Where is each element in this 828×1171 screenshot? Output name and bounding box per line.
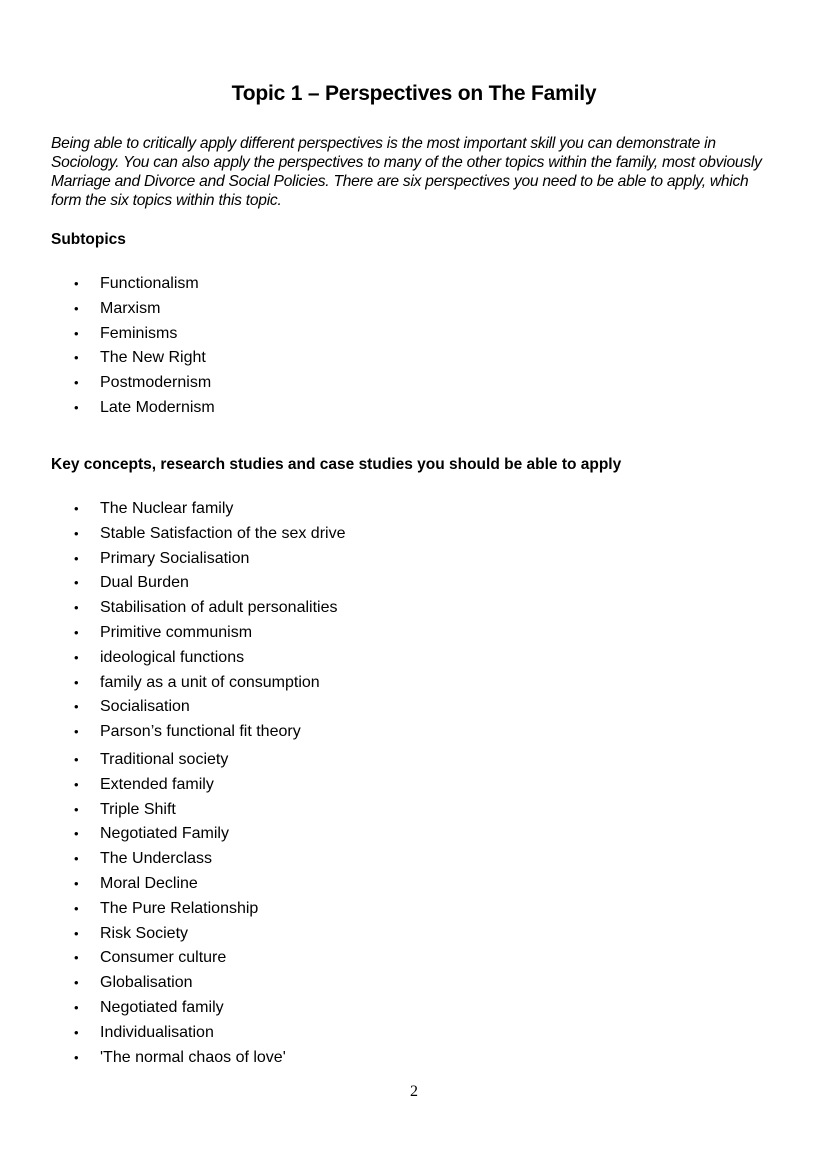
bullet-icon: • <box>74 801 79 817</box>
bullet-icon: • <box>74 925 79 941</box>
page-title: Topic 1 – Perspectives on The Family <box>231 82 597 105</box>
bullet-icon: • <box>74 999 79 1015</box>
bullet-icon: • <box>74 649 79 665</box>
key-concepts-heading: Key concepts, research studies and case studies you should be able to apply <box>51 456 622 473</box>
list-item: • family as a unit of consumption <box>74 671 345 696</box>
page-number: 2 <box>410 1083 418 1100</box>
bullet-icon: • <box>74 325 79 341</box>
bullet-icon: • <box>74 550 79 566</box>
bullet-icon: • <box>74 300 79 316</box>
bullet-icon: • <box>74 699 79 715</box>
list-item: • Traditional society <box>74 748 286 773</box>
list-item: • Dual Burden <box>74 571 345 596</box>
subtopics-heading: Subtopics <box>51 231 126 248</box>
list-item: • Moral Decline <box>74 872 286 897</box>
intro-paragraph: Being able to critically apply different perspectives is the most important skill you can demonstrate in Sociology. You can also apply the perspectives to many of the other topics within the family, most obviously Marriage and Divorce and Social Policies. There are six perspectives you need to be able to apply, which form the six topics within this topic. <box>51 135 762 209</box>
list-item: • Marxism <box>74 297 215 322</box>
subtopics-list <box>74 272 215 421</box>
list-item: • Triple Shift <box>74 798 286 823</box>
list-item: • Late Modernism <box>74 396 215 421</box>
list-item: • Stabilisation of adult personalities <box>74 596 345 621</box>
list-item: • 'The normal chaos of love' <box>74 1046 286 1071</box>
bullet-icon: • <box>74 350 79 366</box>
bullet-icon: • <box>74 752 79 767</box>
list-item: • Negotiated Family <box>74 822 286 847</box>
key-concepts-list-part2 <box>74 748 286 1070</box>
bullet-icon: • <box>74 375 79 391</box>
list-item: • The New Right <box>74 346 215 371</box>
list-item: • Consumer culture <box>74 946 286 971</box>
bullet-icon: • <box>74 1049 79 1065</box>
bullet-icon: • <box>74 525 79 541</box>
list-item: • Functionalism <box>74 272 215 297</box>
list-item: • Socialisation <box>74 695 345 720</box>
list-item: • Extended family <box>74 773 286 798</box>
bullet-icon: • <box>74 826 79 842</box>
bullet-icon: • <box>74 501 79 516</box>
list-item: • ideological functions <box>74 646 345 671</box>
bullet-icon: • <box>74 276 79 291</box>
list-item: • Negotiated family <box>74 996 286 1021</box>
list-item: • Risk Society <box>74 922 286 947</box>
list-item: • The Pure Relationship <box>74 897 286 922</box>
bullet-icon: • <box>74 724 79 740</box>
bullet-icon: • <box>74 575 79 591</box>
list-item: • Individualisation <box>74 1021 286 1046</box>
list-item: • Globalisation <box>74 971 286 996</box>
list-item: • Stable Satisfaction of the sex drive <box>74 522 345 547</box>
bullet-icon: • <box>74 624 79 640</box>
bullet-icon: • <box>74 399 79 415</box>
list-item: • Feminisms <box>74 322 215 347</box>
bullet-icon: • <box>74 950 79 966</box>
list-item: • Primary Socialisation <box>74 547 345 572</box>
list-item: • The Nuclear family <box>74 497 345 522</box>
bullet-icon: • <box>74 1024 79 1040</box>
bullet-icon: • <box>74 851 79 867</box>
bullet-icon: • <box>74 875 79 891</box>
bullet-icon: • <box>74 674 79 690</box>
key-concepts-list-part1 <box>74 497 345 745</box>
list-item: • Postmodernism <box>74 371 215 396</box>
list-item: • Parson’s functional fit theory <box>74 720 345 745</box>
bullet-icon: • <box>74 900 79 916</box>
list-item: • The Underclass <box>74 847 286 872</box>
bullet-icon: • <box>74 975 79 991</box>
bullet-icon: • <box>74 776 79 792</box>
bullet-icon: • <box>74 600 79 616</box>
list-item: • Primitive communism <box>74 621 345 646</box>
